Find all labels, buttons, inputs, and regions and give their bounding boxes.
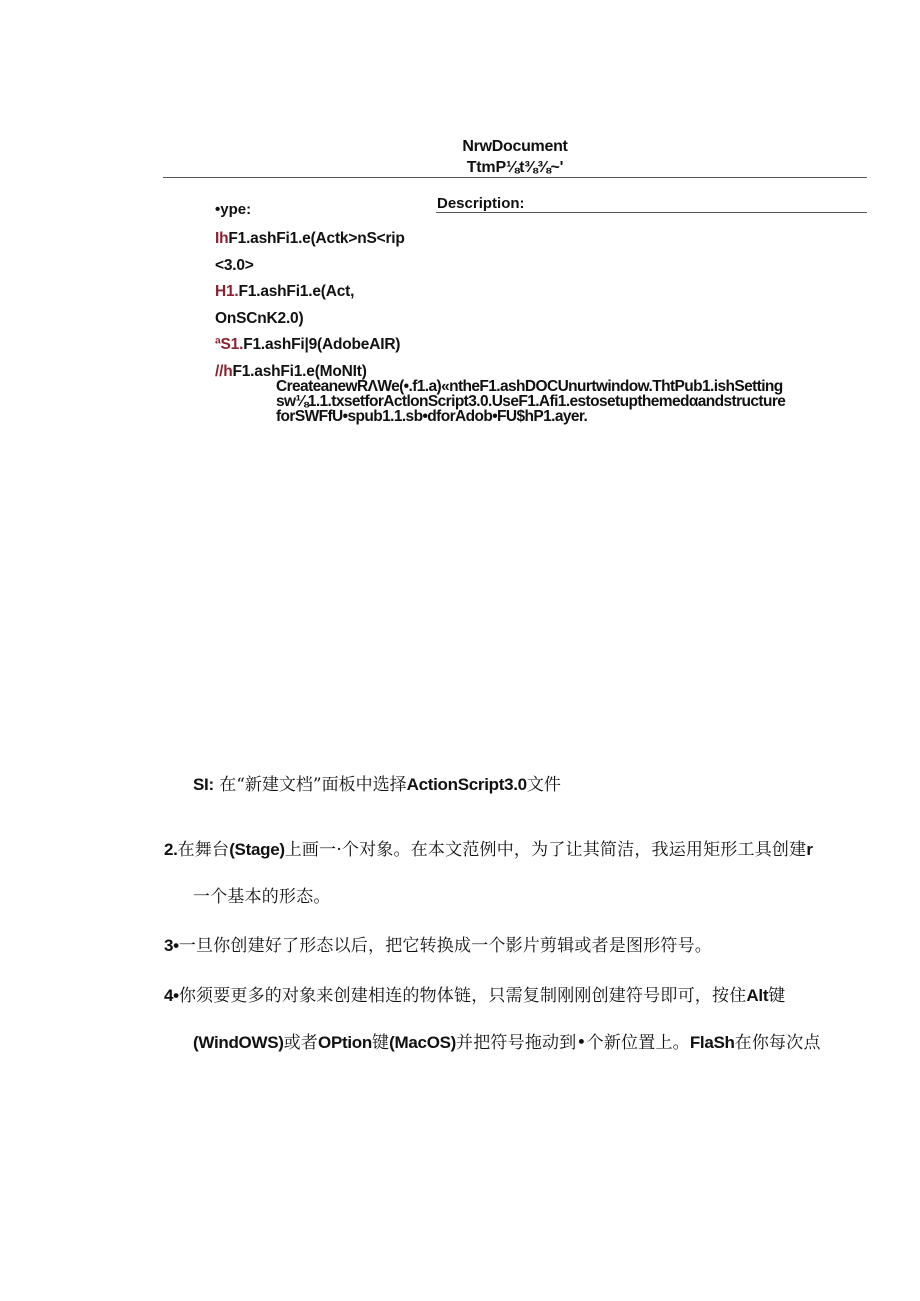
step-keyword: (Stage) — [229, 840, 285, 859]
dialog-title: NrwDocument — [462, 138, 568, 155]
step-text: 键 — [371, 1033, 390, 1053]
description-label: Description: — [437, 195, 525, 212]
description-divider — [436, 212, 867, 213]
step-4-line-1 — [164, 981, 785, 1006]
step-keyword: Alt — [746, 986, 769, 1005]
caption-keyword: ActionScript3.0 — [406, 775, 527, 794]
type-item-label: OnSCnK2.0) — [215, 309, 304, 327]
caption-text-end: 文件 — [526, 775, 561, 795]
type-item-icon: H1. — [215, 283, 239, 300]
type-item-label: F1.ashFi1.e(MoNIt) — [232, 362, 367, 380]
type-item-icon: Ih — [215, 230, 229, 247]
step-3 — [164, 931, 712, 956]
figure-caption — [193, 770, 561, 795]
type-item-label: F1.ashFi|9(AdobeAIR) — [243, 336, 401, 353]
step-text: 在你每次点 — [734, 1033, 821, 1053]
step-2-line-2: 一个基本的形态。 — [193, 887, 331, 907]
caption-label: SI: — [193, 775, 214, 794]
step-keyword: (WindOWS) — [193, 1033, 284, 1052]
type-item-icon: ªS1. — [215, 336, 244, 353]
step-keyword: FlaSh — [689, 1033, 735, 1052]
step-number: 2. — [164, 840, 178, 859]
type-item-label: F1.ashFi1.e(Act, — [238, 283, 355, 300]
step-number: 4• — [164, 986, 179, 1005]
step-keyword: OPtion — [318, 1033, 372, 1052]
step-text: 你须要更多的对象来创建相连的物体链，只需复制刚刚创建符号即可，按住 — [178, 986, 747, 1006]
step-2-line-1 — [164, 835, 813, 860]
description-line: forSWFfU•spub1.1.sb•dforAdob•FU$hP1.ayer. — [276, 408, 588, 425]
step-number: 3• — [164, 936, 179, 955]
type-item-adobe-air[interactable] — [215, 332, 405, 359]
caption-text: 在“新建文档”面板中选择 — [219, 775, 407, 795]
type-item-label: <3.0> — [215, 256, 254, 274]
document-type-list — [215, 226, 405, 385]
step-text: 并把符号拖动到•个新位置上。 — [456, 1033, 690, 1053]
type-item-actionscript2[interactable] — [215, 279, 405, 306]
dialog-subtitle: TtmP⅛t⅜⅜~' — [466, 159, 564, 176]
description-line: CreateanewRΛWe(•.f1.a)«ntheF1.ashDOCUnurtwindow.ThtPub1.ishSetting — [276, 378, 783, 395]
step-keyword: (MacOS) — [389, 1033, 457, 1052]
type-item-label: F1.ashFi1.e(Actk>nS<rip — [228, 230, 405, 247]
type-label: •ype: — [215, 201, 252, 218]
description-text — [276, 379, 785, 424]
step-text: 或者 — [283, 1033, 319, 1053]
step-text: 上画一·个对象。在本文范例中，为了让其简洁，我运用矩形工具创建 — [284, 840, 807, 860]
type-item-icon: //h — [215, 362, 233, 380]
step-text: 在舞台 — [177, 840, 230, 860]
step-text: 键 — [768, 986, 786, 1006]
type-item-actionscript3[interactable] — [215, 226, 405, 253]
type-item-actionscript2-cont — [215, 306, 405, 333]
dialog-divider — [163, 177, 867, 178]
type-item-actionscript3-cont — [215, 253, 405, 280]
step-keyword: r — [806, 840, 813, 859]
step-4-line-2 — [193, 1028, 821, 1053]
step-text: 一旦你创建好了形态以后，把它转换成一个影片剪辑或者是图形符号。 — [178, 936, 713, 956]
description-line: sw⅛1.1.txsetforActlonScript3.0.UseF1.Afi1.estosetupthemedαandstructure — [276, 393, 786, 410]
